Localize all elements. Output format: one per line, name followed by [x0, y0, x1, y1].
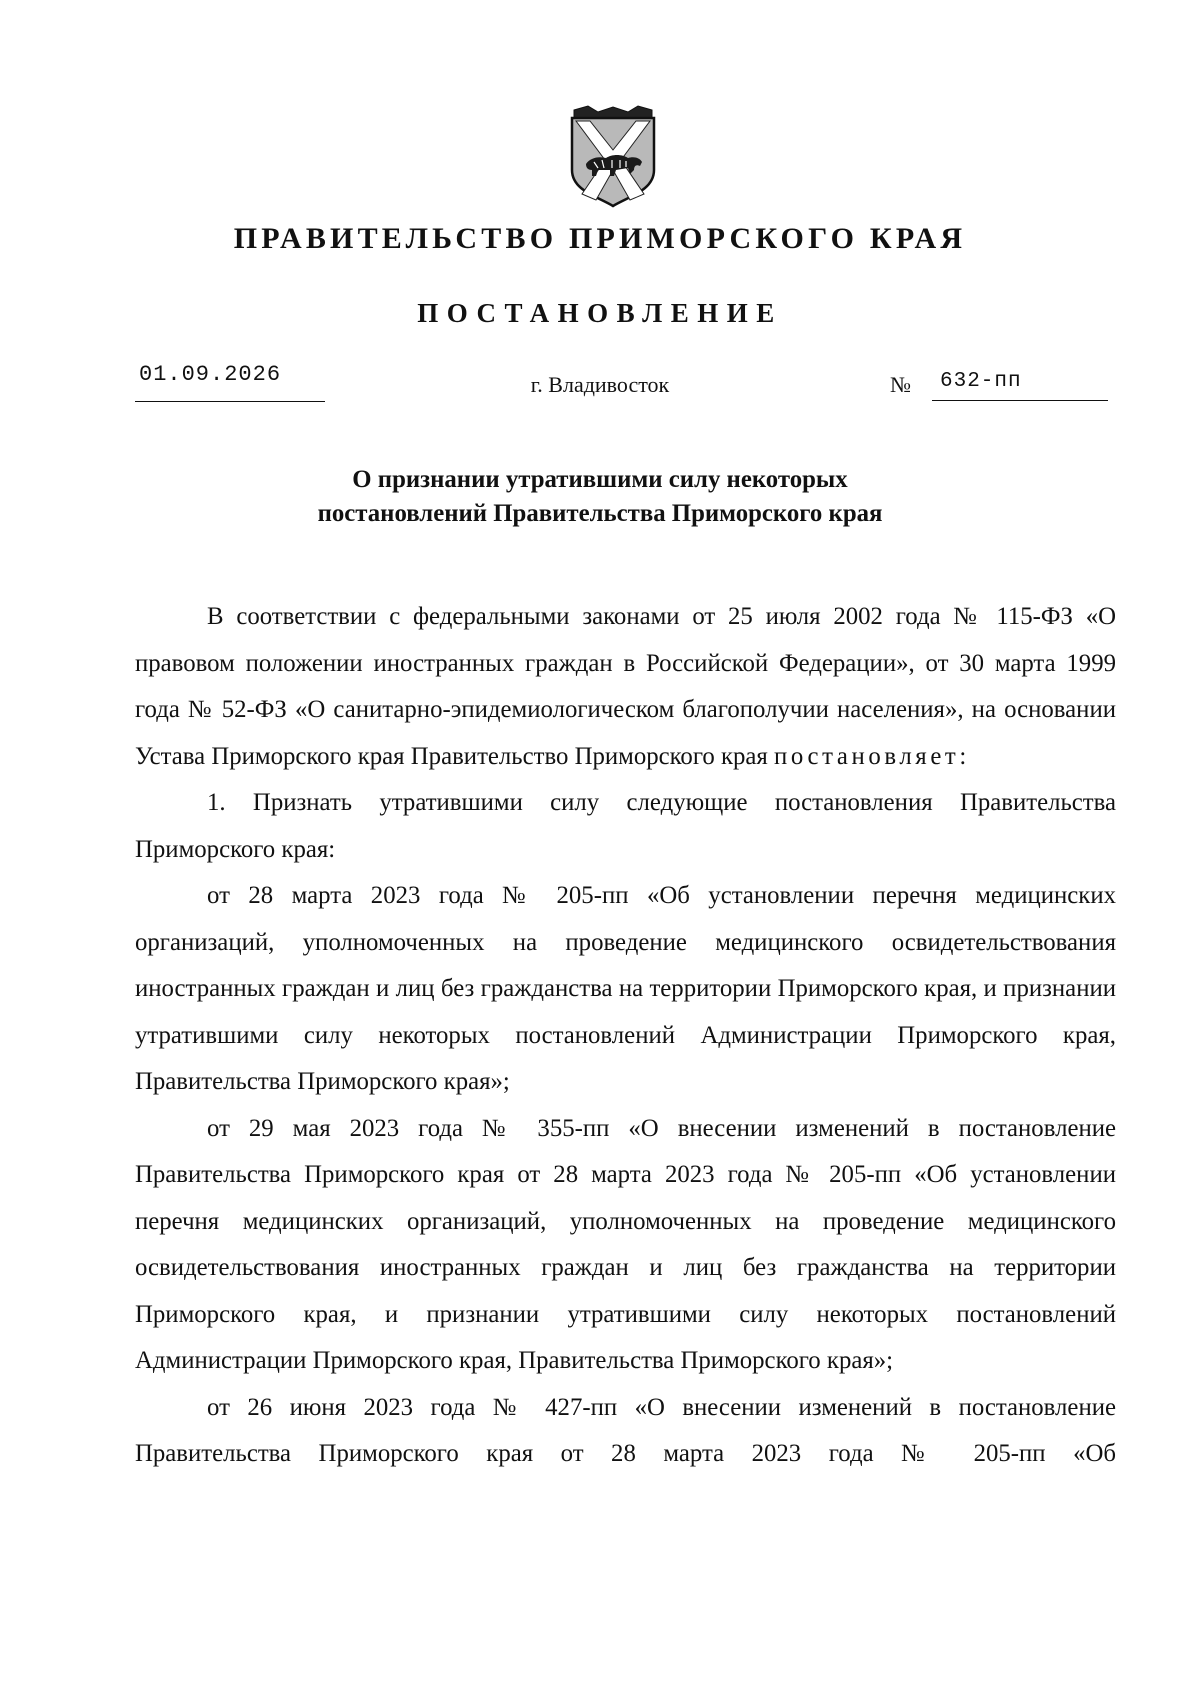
document-subject	[0, 463, 1200, 531]
intro-paragraph	[135, 594, 1116, 780]
government-title: ПРАВИТЕЛЬСТВО ПРИМОРСКОГО КРАЯ	[233, 222, 967, 255]
decree-word: постановляет:	[774, 742, 970, 770]
primorsky-coat-of-arms-icon	[568, 104, 658, 208]
subject-line-2: постановлений Правительства Приморского края	[317, 500, 883, 527]
subject-line-1: О признании утратившими силу некоторых	[352, 466, 848, 493]
document-city: г. Владивосток	[530, 372, 670, 397]
document-body	[135, 594, 1116, 1478]
document-number-field	[890, 368, 1110, 404]
document-type: ПОСТАНОВЛЕНИЕ	[417, 298, 783, 328]
document-date: 01.09.2026	[135, 362, 325, 402]
item-1-b-paragraph: от 29 мая 2023 года № 355-пп «О внесении изменений в постановление Правительства Приморского края от 28 марта 2023 года № 205-пп «Об установлении перечня медицинских организаций, уполномоченных на проведение медицинского освидетельствования иностранных граждан и лиц без гражданства на территории Приморского края, и признании утратившими силу некоторых постановлений Администрации Приморского края, Правительства Приморского края»;	[135, 1114, 1116, 1374]
item-1-c-paragraph: от 26 июня 2023 года № 427-пп «О внесении изменений в постановление Правительства Приморского края от 28 марта 2023 года № 205-пп «Об	[135, 1393, 1116, 1467]
item-1-a-paragraph: от 28 марта 2023 года № 205-пп «Об установлении перечня медицинских организаций, уполномоченных на проведение медицинского освидетельствования иностранных граждан и лиц без гражданства на территории Приморского края, и признании утратившими силу некоторых постановлений Администрации Приморского края, Правительства Приморского края»;	[135, 882, 1116, 1095]
intro-text: В соответствии с федеральными законами от 25 июля 2002 года № 115-ФЗ «О правовом положении иностранных граждан в Российской Федерации», от 30 марта 1999 года № 52-ФЗ «О санитарно-эпидемиологическом благополучии населения», на основании Устава Приморского края Правительство Приморского края	[135, 603, 1116, 770]
document-number: 632-пп	[932, 368, 1108, 401]
item-1-paragraph: 1. Признать утратившими силу следующие постановления Правительства Приморского края:	[135, 789, 1116, 863]
number-sign: №	[890, 372, 911, 397]
